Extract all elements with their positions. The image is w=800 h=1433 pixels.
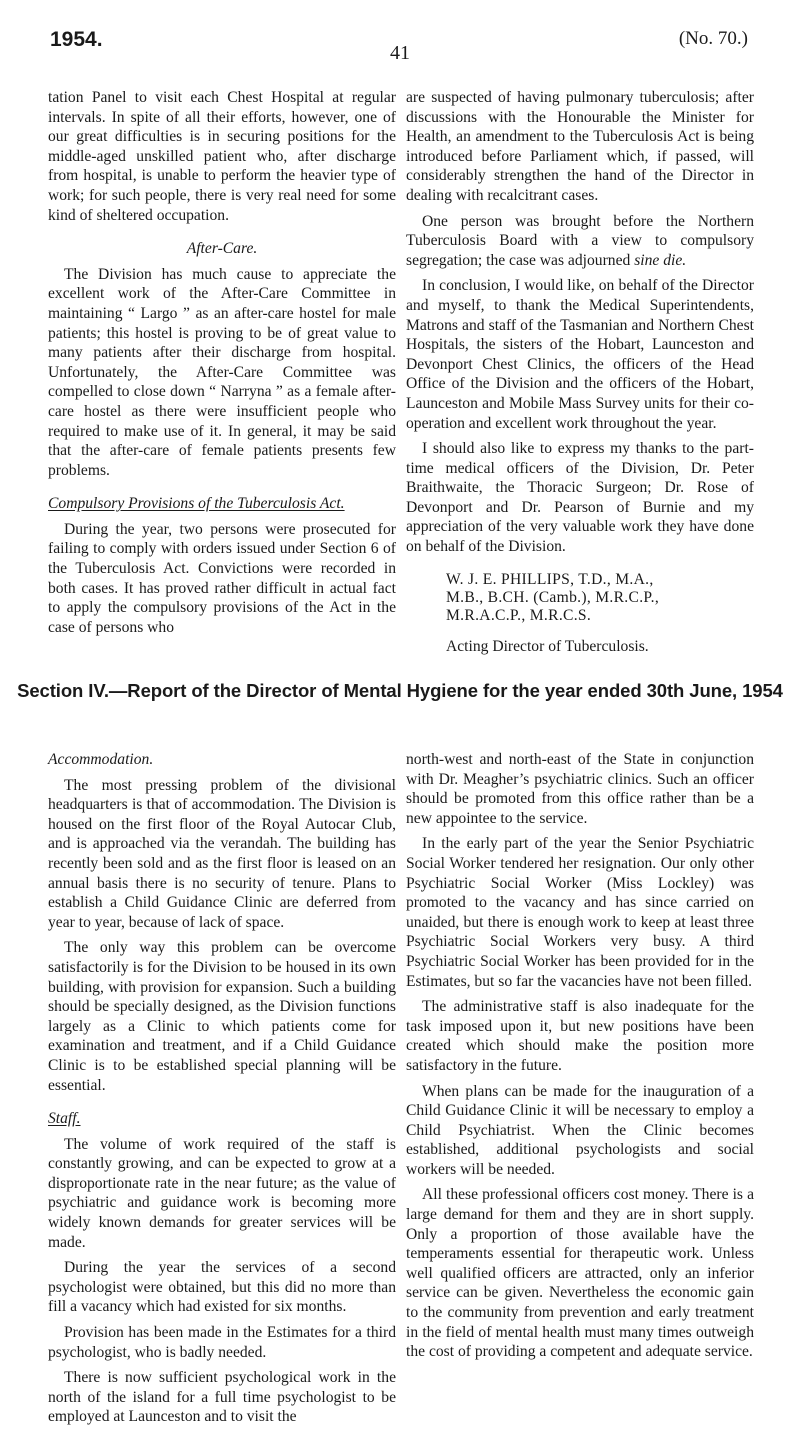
- paragraph: In conclusion, I would like, on behalf of the Director and myself, to thank the Medical Superintendents, Matrons and staff of the Tasmanian and Northern Chest Hospitals, the sisters of the Hobart, Launceston and Devonport Chest Clinics, the officers of the Head Office of the Division and the officers of the Hobart, Launceston and Mobile Mass Survey units for their co-operation and excellent work throughout the year.: [406, 277, 754, 432]
- column-left-bottom: [48, 750, 396, 1433]
- paragraph: tation Panel to visit each Chest Hospital at regular intervals. In spite of all their efforts, however, one of our great difficulties is in securing positions for the middle-aged unskilled patient who, after discharge from hospital, is unable to perform the heavier type of work; for such people, there is very real need for some kind of sheltered occupation.: [48, 89, 396, 224]
- signature-block: [446, 571, 754, 625]
- paragraph: The Division has much cause to appreciate the excellent work of the After-Care Committee in maintaining “ Largo ” as an after-care hostel for male patients; this hostel is proving to be of great value to many patients after their discharge from hospital. Unfortunately, the After-Care Committee was compelled to close down “ Narryna ” as a female after-care hostel as there were insufficient people who required to make use of it. In general, it may be said that the after-care of female patients presents few problems.: [48, 265, 396, 479]
- paragraph: Provision has been made in the Estimates for a third psychologist, who is badly needed.: [48, 1324, 396, 1361]
- paragraph: There is now sufficient psychological work in the north of the island for a full time psychologist to be employed at Launceston and to visit the: [48, 1369, 396, 1426]
- paragraph: north-west and north-east of the State in conjunction with Dr. Meagher’s psychiatric clinics. Such an officer should be promoted from this office rather than be a new appointee to the service.: [406, 751, 754, 827]
- paragraph: The most pressing problem of the divisional headquarters is that of accommodation. The Division is housed on the first floor of the Royal Autocar Club, and is approached via the verandah. The building has recently been sold and as the first floor is leased on an annual basis there is no security of tenure. Plans to establish a Child Guidance Clinic are deferred from year to year, because of lack of space.: [48, 776, 396, 931]
- header-year: 1954.: [50, 28, 103, 51]
- paragraph: When plans can be made for the inauguration of a Child Guidance Clinic it will be necessary to employ a Child Psychiatrist. When the Clinic becomes established, additional psychologists and social workers will be needed.: [406, 1082, 754, 1178]
- heading-compulsory-provisions: Compulsory Provisions of the Tuberculosis Act.: [48, 495, 345, 513]
- column-right-bottom: [406, 750, 754, 1368]
- heading-after-care: After-Care.: [186, 240, 258, 258]
- paragraph: [406, 212, 754, 271]
- latin-phrase: sine die.: [634, 251, 687, 269]
- column-left-top: [48, 88, 396, 643]
- column-right-top: [406, 88, 754, 656]
- paragraph: are suspected of having pulmonary tuberculosis; after discussions with the Honourable the Minister for Health, an amendment to the Tuberculosis Act is being introduced before Parliament which, if passed, will considerably strengthen the hand of the Director in dealing with recalcitrant cases.: [406, 89, 754, 204]
- signature-title: Acting Director of Tuberculosis.: [446, 637, 649, 655]
- signature-line: M.B., B.CH. (Camb.), M.R.C.P.,: [446, 588, 660, 606]
- paragraph-text: One person was brought before the Northern Tuberculosis Board with a view to compulsory segregation; the case was adjourned: [406, 212, 754, 269]
- section-title: Section IV.—Report of the Director of Mental Hygiene for the year ended 30th June, 1954: [17, 680, 783, 701]
- signature-line: W. J. E. PHILLIPS, T.D., M.A.,: [446, 570, 654, 588]
- paragraph: The only way this problem can be overcome satisfactorily is for the Division to be housed in its own building, with provision for expansion. Such a building should be specially designed, as the Division functions largely as a Clinic to which patients come for examination and treatment, and if a Child Guidance Clinic is to be established special planning will be essential.: [48, 939, 396, 1094]
- heading-staff: Staff.: [48, 1110, 81, 1128]
- header-number: (No. 70.): [678, 28, 748, 49]
- paragraph: During the year, two persons were prosecuted for failing to comply with orders issued under Section 6 of the Tuberculosis Act. Convictions were recorded in both cases. It has proved rather difficult in actual fact to apply the compulsory provisions of the Act in the case of persons who: [48, 520, 396, 636]
- paragraph: During the year the services of a second psychologist were obtained, but this did no more than fill a vacancy which had existed for six months.: [48, 1259, 396, 1316]
- heading-accommodation: Accommodation.: [48, 751, 154, 768]
- paragraph: All these professional officers cost money. There is a large demand for them and they are in short supply. Only a proportion of those available have the temperaments essential for therapeutic work. Unless well qualified officers are attracted, only an inferior service can be given. Nevertheless the economic gain to the community from prevention and early treatment in the field of mental health must many times outweigh the cost of providing a competent and adequate service.: [406, 1186, 754, 1361]
- paragraph: I should also like to express my thanks to the part-time medical officers of the Division, Dr. Peter Braithwaite, the Thoracic Surgeon; Dr. Rose of Devonport and Dr. Pearson of Burnie and my appreciation of the very valuable work they have done on behalf of the Division.: [406, 440, 754, 556]
- paragraph: The administrative staff is also inadequate for the task imposed upon it, but new positions have been created which should make the position more satisfactory in the future.: [406, 998, 754, 1074]
- page-number: 41: [390, 42, 410, 64]
- paragraph: The volume of work required of the staff is constantly growing, and can be expected to grow at a disproportionate rate in the near future; as the value of psychiatric and guidance work is becoming more widely known demands for greater services will be made.: [48, 1135, 396, 1251]
- paragraph: In the early part of the year the Senior Psychiatric Social Worker tendered her resignation. Our only other Psychiatric Social Worker (Miss Lockley) was promoted to the vacancy and has since carried on unaided, but there is enough work to keep at least three Psychiatric Social Workers very busy. A third Psychiatric Social Worker has been provided for in the Estimates, but so far the vacancies have not been filled.: [406, 835, 754, 990]
- signature-line: M.R.A.C.P., M.R.C.S.: [446, 606, 592, 624]
